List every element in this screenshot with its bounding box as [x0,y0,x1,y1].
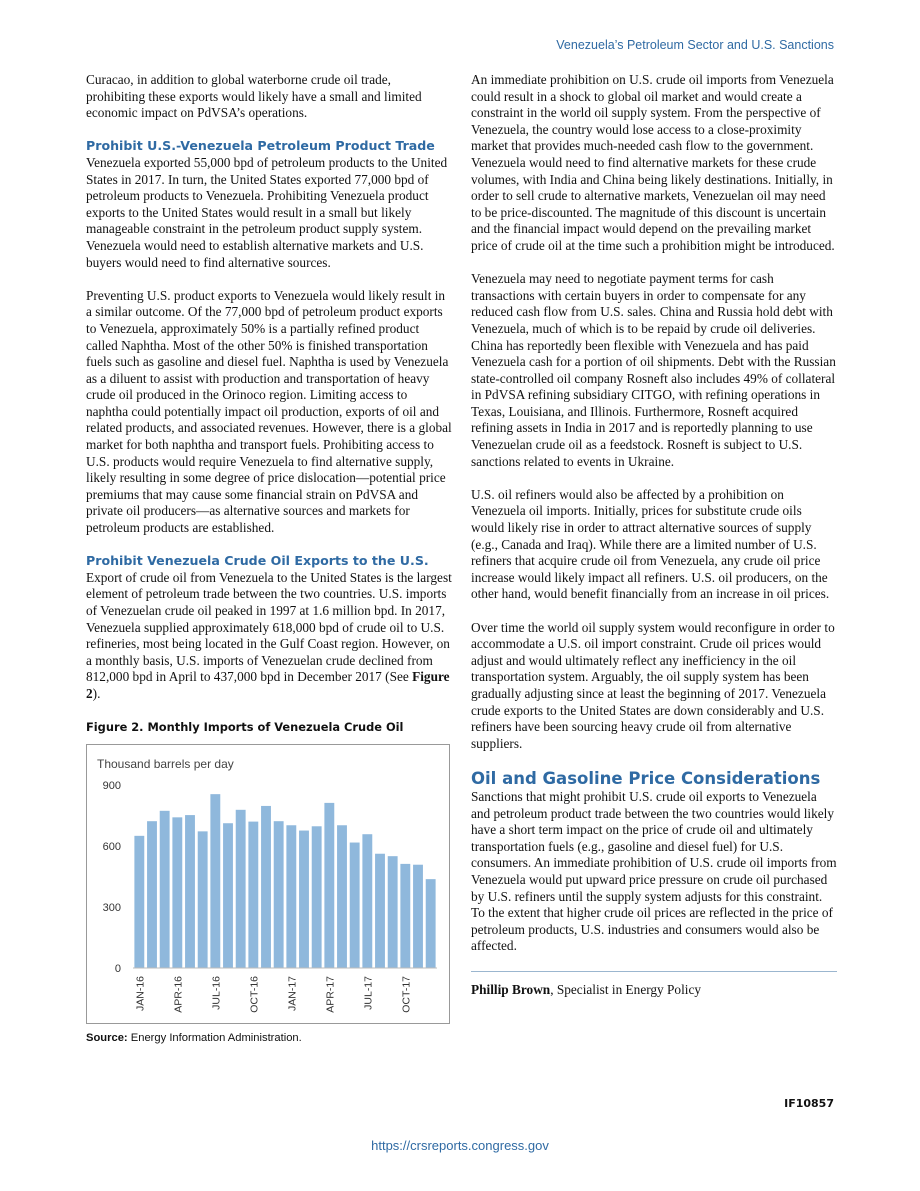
running-header: Venezuela’s Petroleum Sector and U.S. Sanctions [556,38,834,52]
figure-reference: Figure 2 [86,669,450,701]
x-tick-label: OCT-17 [400,975,413,1013]
bar-nov-17 [413,864,423,967]
chart-container [86,744,450,1024]
bar-dec-17 [426,879,436,968]
paragraph: An immediate prohibition on U.S. crude oil imports from Venezuela could result in a shock to global oil market and would create a constraint in the world oil supply system. From the perspective of Venezuela, the country would lose access to a close-proximity market that provides much-needed cash flow to the government. Venezuela would need to find alternative markets for these crude volumes, with India and China being likely destinations. Initially, in order to sell crude to alternative markets, Venezuelan oil may need to be price-discounted. The magnitude of this discount is uncertain and the financial impact would depend on the prevailing market price of crude oil at the time such a prohibition might be introduced. [471,72,835,253]
bar-jun-16 [198,831,208,968]
figure-source [86,1030,452,1047]
bar-chart [87,745,449,1023]
paragraph: Preventing U.S. product exports to Venezuela would likely result in a similar outcome. Of the 77,000 bpd of petroleum product exports to Venezuela, approximately 50% is a partially refined product called Naphtha. Most of the other 50% is finished transportation fuels such as gasoline and diesel fuel. Naphtha is used by Venezuela as a diluent to assist with production and transportation of heavy crude oil produced in the Orinoco region. Limiting access to naphtha could potentially impact oil production, exports of oil and related products, and associated revenues. However, there is a global market for both naphtha and transport fuels. Prohibiting access to U.S. products would require Venezuela to find alternative supply, likely resulting in some degree of price dislocation—potential price premiums that may cause some financial strain on PdVSA and private oil producers—as alternative sources and markets for petroleum products are established. [86,287,452,536]
bar-feb-17 [299,830,309,967]
x-tick-label: JUL-16 [210,975,223,1010]
bar-apr-16 [172,817,182,968]
bar-feb-16 [147,821,157,968]
paragraph: U.S. oil refiners would also be affected by a prohibition on Venezuela oil imports. Initially, prices for substitute crude oils would likely rise in order to attract alternative sources of supply (e.g., Canada and Iraq). While there are a limited number of U.S. refiners that acquire crude oil from Venezuela, any crude oil price increase would likely impact all refiners. U.S. oil producers, on the other hand, would benefit financially from an increase in oil prices. [471,486,830,602]
y-tick-label: 900 [102,779,121,792]
y-tick-label: 0 [114,962,121,975]
author-name: Phillip Brown [471,982,551,998]
bar-mar-16 [160,811,170,968]
paragraph: Venezuela exported 55,000 bpd of petroleum products to the United States in 2017. In turn, the United States exported 77,000 bpd of petroleum products to Venezuela. Prohibiting Venezuela product exports to the United States would result in a small but likely manageable constraint in the petroleum product supply system. Venezuela would need to establish alternative markets and U.S. buyers would need to find alternative sources. [86,154,448,270]
paragraph: Sanctions that might prohibit U.S. crude oil exports to Venezuela and petroleum product trade between the two countries would likely have a short term impact on the price of crude oil and ultimately transportation fuels (e.g., gasoline and diesel fuel) for U.S. consumers. An immediate prohibition of U.S. crude oil imports from Venezuela would put upward price pressure on crude oil purchased by U.S. refiners until the supply system adjusts for this constraint. To the extent that higher crude oil prices are reflected in the price of petroleum products, U.S. industries and consumers would also be affected. [471,788,837,954]
y-axis-label: Thousand barrels per day [97,756,234,771]
paragraph: Venezuela may need to negotiate payment terms for cash transactions with certain buyers in order to compensate for any reduced cash flow from U.S. sales. China and Russia hold debt with Venezuela, much of which is to be repaid by crude oil deliveries. China has reportedly been flexible with Venezuela and has paid Venezuela cash for a portion of oil shipments. Debt with the Russian state-controlled oil company Rosneft also includes 49% of collateral in PdVSA refining subsidiary CITGO, with refining operations in Texas, Louisiana, and Illinois. Furthermore, Rosneft acquired refining assets in India in 2017 and is reportedly planning to use Venezuelan crude oil as a feedstock. Rosneft is subject to U.S. sanctions related to events in Ukraine. [471,271,836,469]
x-tick-label: JUL-17 [362,975,375,1010]
bar-oct-17 [400,864,410,968]
x-tick-label: OCT-16 [248,975,261,1013]
section-title: Oil and Gasoline Price Considerations [471,768,821,788]
paragraph: Over time the world oil supply system would reconfigure in order to accommodate a U.S. oil import constraint. Crude oil prices would adjust and would ultimately reflect any inefficiency in the oil transportation system. Arguably, the oil supply system has been gradually adjusting since at least the beginning of 2017. Venezuela crude exports to the United States are down considerably and U.S. refiners have been sourcing heavy crude oil from alternative suppliers. [471,619,835,751]
paragraph-text-end: ). [92,685,101,701]
bar-nov-16 [261,806,271,968]
x-tick-label: JAN-17 [286,975,299,1011]
paragraph-text: Export of crude oil from Venezuela to the United States is the largest element of petroleum trade between the two countries. U.S. imports of Venezuelan crude oil peaked in 1997 at 1.6 million bpd. In 2017, Venezuela supplied approximately 618,000 bpd of crude oil to U.S. refineries, most being located in the Gulf Coast region. However, on a monthly basis, U.S. imports of Venezuelan crude declined from 812,000 bpd in April to 437,000 bpd in December 2017 (See [86,569,452,685]
paragraph [86,570,452,703]
subheading-product-trade: Prohibit U.S.-Venezuela Petroleum Product Trade [86,138,435,154]
bar-sep-17 [388,856,398,968]
bar-sep-16 [236,810,246,968]
bar-jan-16 [134,836,144,968]
bar-dec-16 [274,821,284,968]
source-label: Source: [86,1031,128,1044]
paragraph: Curacao, in addition to global waterborne crude oil trade, prohibiting these exports would likely have a small and limited economic impact on PdVSA’s operations. [86,72,422,121]
x-tick-label: APR-16 [172,975,185,1013]
figure-title: Figure 2. Monthly Imports of Venezuela Crude Oil [86,720,404,735]
bar-apr-17 [324,803,334,968]
bar-jan-17 [286,825,296,968]
bar-mar-17 [312,826,322,968]
author-line [471,982,837,999]
bar-jul-17 [362,834,372,968]
source-text: Energy Information Administration. [127,1031,302,1044]
footer-url[interactable]: https://crsreports.congress.gov [371,1138,549,1153]
bar-may-17 [337,825,347,968]
right-column [471,72,837,999]
bar-aug-16 [223,823,233,968]
bar-aug-17 [375,853,385,967]
bar-oct-16 [248,821,258,967]
subheading-crude-exports: Prohibit Venezuela Crude Oil Exports to the U.S. [86,553,429,569]
x-tick-label: APR-17 [324,975,337,1013]
left-column [86,72,452,1046]
y-tick-label: 600 [102,840,121,853]
bar-jul-16 [210,794,220,968]
author-divider [471,971,837,972]
author-title: , Specialist in Energy Policy [550,982,702,998]
bar-jun-17 [350,842,360,967]
y-tick-label: 300 [102,901,121,914]
product-id: IF10857 [784,1097,834,1110]
bar-may-16 [185,815,195,968]
x-tick-label: JAN-16 [134,975,147,1011]
